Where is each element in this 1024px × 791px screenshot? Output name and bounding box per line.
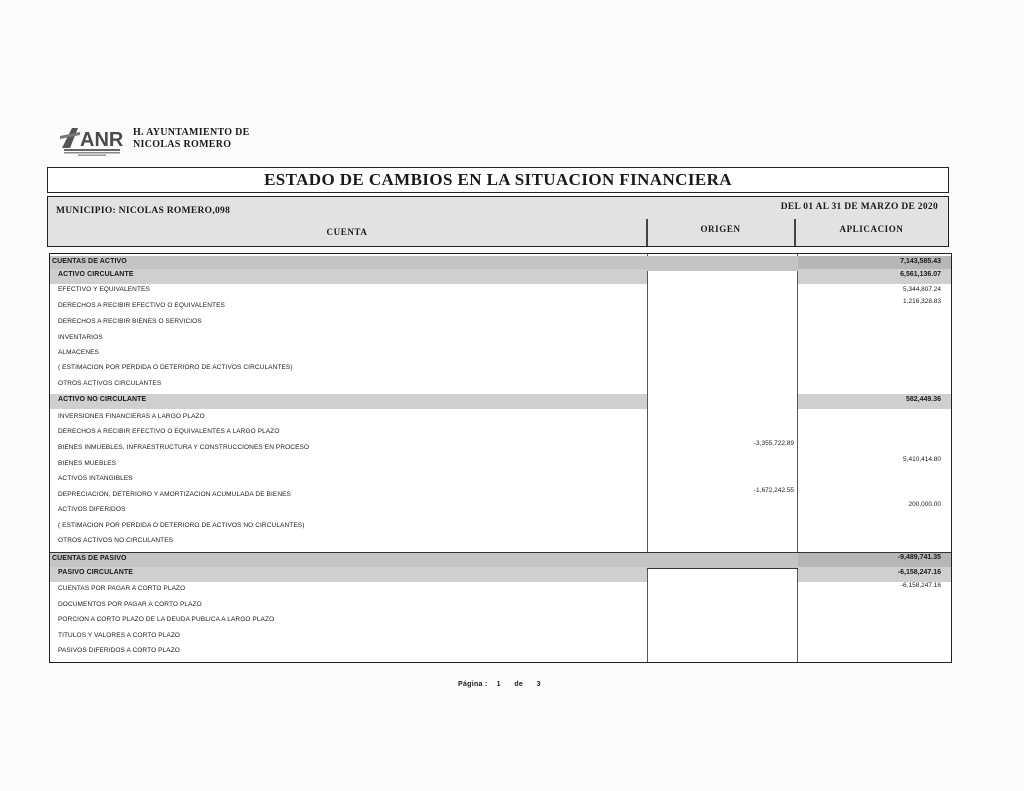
table-row: DERECHOS A RECIBIR EFECTIVO O EQUIVALENTES A LARGO PLAZO (58, 428, 280, 435)
table-row-subsection: ACTIVO CIRCULANTE 6,561,136.07 (50, 269, 951, 284)
table-row: ACTIVOS DIFERIDOS 200,000.00 (58, 501, 941, 513)
period-label: DEL 01 AL 31 DE MARZO DE 2020 (780, 202, 938, 212)
column-header-origen: ORIGEN (700, 224, 741, 234)
column-header-cuenta: CUENTA (326, 227, 368, 237)
table-row: DOCUMENTOS POR PAGAR A CORTO PLAZO (58, 601, 202, 608)
column-header-aplicacion: APLICACION (839, 224, 904, 234)
report-title: ESTADO DE CAMBIOS EN LA SITUACION FINANCIERA (47, 167, 949, 193)
table-row: CUENTAS POR PAGAR A CORTO PLAZO -6,158,247.16 (58, 582, 941, 592)
org-line-1: H. AYUNTAMIENTO DE (133, 127, 250, 138)
table-row: PASIVOS DIFERIDOS A CORTO PLAZO (58, 647, 180, 654)
table-row: INVENTARIOS (58, 334, 103, 341)
table-row: ALMACENES (58, 349, 99, 356)
table-row: DEPRECIACION, DETERIORO Y AMORTIZACION ACUMULADA DE BIENES -1,672,242.55 (58, 487, 794, 498)
municipality-label: MUNICIPIO: NICOLAS ROMERO,098 (56, 206, 231, 216)
table-row: DERECHOS A RECIBIR BIENES O SERVICIOS (58, 318, 202, 325)
table-row: INVERSIONES FINANCIERAS A LARGO PLAZO (58, 413, 205, 420)
svg-text:ANR: ANR (80, 129, 124, 151)
table-row: ( ESTIMACION POR PERDIDA O DETERIORO DE ACTIVOS CIRCULANTES) (58, 364, 293, 371)
organization-name (133, 127, 250, 151)
report-header-box (47, 196, 949, 247)
page-total: 3 (536, 681, 541, 688)
page-number: 1 (496, 681, 501, 688)
municipal-logo (58, 122, 126, 158)
table-row: PORCION A CORTO PLAZO DE LA DEUDA PUBLICA A LARGO PLAZO (58, 616, 275, 623)
table-row: ( ESTIMACION POR PERDIDA O DETERIORO DE ACTIVOS NO CIRCULANTES) (58, 522, 305, 529)
table-row-subsection: PASIVO CIRCULANTE -6,158,247.16 (50, 567, 951, 582)
table-row: ACTIVOS INTANGIBLES (58, 475, 133, 482)
table-row: BIENES MUEBLES 5,410,414.80 (58, 456, 941, 467)
page-indicator (458, 681, 541, 688)
table-row: OTROS ACTIVOS NO CIRCULANTES (58, 537, 174, 544)
page-of-label: de (514, 681, 524, 688)
table-row: EFECTIVO Y EQUIVALENTES 5,344,807.24 (58, 286, 941, 293)
table-row-section: CUENTAS DE PASIVO -9,489,741.35 (50, 552, 951, 569)
table-row-section: CUENTAS DE ACTIVO 7,143,585.43 (50, 256, 951, 271)
table-row: DERECHOS A RECIBIR EFECTIVO O EQUIVALENTES 1,216,328.83 (58, 298, 941, 309)
org-line-2: NICOLAS ROMERO (133, 139, 232, 150)
table-row: TITULOS Y VALORES A CORTO PLAZO (58, 632, 181, 639)
table-row: OTROS ACTIVOS CIRCULANTES (58, 380, 162, 387)
page-label: Página : (458, 681, 488, 688)
financial-table (49, 253, 952, 663)
table-row-subsection: ACTIVO NO CIRCULANTE 582,449.36 (50, 394, 951, 409)
table-row: BIENES INMUEBLES, INFRAESTRUCTURA Y CONSTRUCCIONES EN PROCESO -3,355,722.89 (58, 440, 794, 451)
